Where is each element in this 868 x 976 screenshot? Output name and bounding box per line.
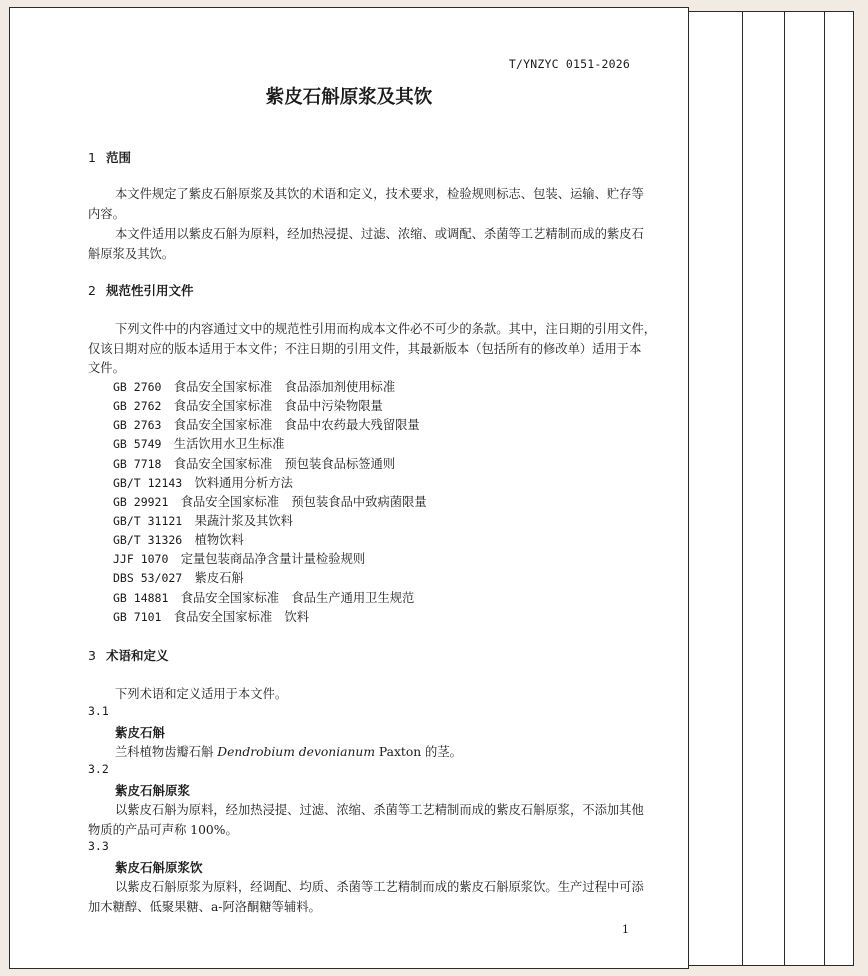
section-heading-references	[88, 281, 194, 299]
reference-name: 果蔬汁浆及其饮料	[194, 514, 293, 528]
term-definition-line-1: 以紫皮石斛原浆为原料，经调配、均质、杀菌等工艺精制而成的紫皮石斛原浆饮。生产过程中可添	[115, 880, 644, 894]
reference-code: GB/T 31326	[113, 533, 183, 547]
reference-item	[113, 588, 414, 606]
section-number: 3	[88, 648, 96, 663]
reference-name: 紫皮石斛	[194, 571, 244, 585]
section-number: 2	[88, 283, 96, 298]
reference-code: GB 2760	[113, 380, 162, 394]
reference-code: GB 29921	[113, 495, 169, 509]
reference-name: 生活饮用水卫生标准	[173, 437, 285, 451]
section-title: 规范性引用文件	[106, 283, 194, 298]
reference-item	[113, 568, 244, 586]
stacked-page-4	[820, 11, 854, 966]
document-title: 紫皮石斛原浆及其饮	[265, 87, 433, 108]
page-number: 1	[622, 923, 629, 936]
reference-name: 食品安全国家标准 食品中污染物限量	[173, 399, 383, 413]
reference-code: GB 2762	[113, 399, 162, 413]
reference-name: 定量包装商品净含量计量检验规则	[180, 552, 366, 566]
reference-code: JJF 1070	[113, 552, 169, 566]
references-intro-line-2: 仅该日期对应的版本适用于本文件；不注日期的引用文件，其最新版本（包括所有的修改单）适用于本	[88, 342, 642, 356]
reference-item	[113, 396, 383, 414]
section-title: 范围	[106, 150, 132, 165]
references-intro-line-1: 下列文件中的内容通过文中的规范性引用而构成本文件必不可少的条款。其中，注日期的引用文件，	[115, 322, 657, 336]
section-heading-terms	[88, 646, 169, 664]
document-number: T/YNZYC 0151-2026	[508, 57, 630, 71]
term-name: 紫皮石斛原浆	[115, 783, 191, 798]
term-name: 紫皮石斛	[115, 725, 166, 740]
reference-name: 食品安全国家标准 食品中农药最大残留限量	[173, 418, 420, 432]
stacked-page-3	[780, 11, 825, 966]
term-definition-line-2: 加木糖醇、低聚果糖、a-阿洛酮糖等辅料。	[88, 900, 321, 914]
term-definition-text: Paxton 的茎。	[374, 745, 462, 759]
scope-paragraph-2-line-2: 斛原浆及其饮。	[88, 247, 175, 261]
reference-code: GB/T 31121	[113, 514, 183, 528]
term-definition-text: 兰科植物齿瓣石斛	[115, 745, 218, 759]
term-number: 3.2	[88, 762, 109, 776]
term-definition-line-1: 以紫皮石斛为原料，经加热浸提、过滤、浓缩、杀菌等工艺精制而成的紫皮石斛原浆，不添加其他	[115, 803, 644, 817]
reference-code: GB 7718	[113, 457, 162, 471]
reference-name: 食品安全国家标准 预包装食品标签通则	[173, 457, 396, 471]
references-intro-line-3: 文件。	[88, 361, 125, 375]
reference-name: 饮料通用分析方法	[194, 476, 293, 490]
stacked-page-2	[738, 11, 785, 966]
reference-code: GB/T 12143	[113, 476, 183, 490]
reference-name: 植物饮料	[194, 533, 244, 547]
section-number: 1	[88, 150, 96, 165]
reference-name: 食品安全国家标准 食品添加剂使用标准	[173, 380, 396, 394]
term-name: 紫皮石斛原浆饮	[115, 860, 203, 875]
latin-name: Dendrobium devonianum	[217, 745, 375, 759]
reference-item	[113, 454, 395, 472]
reference-item	[113, 492, 427, 510]
reference-item	[113, 415, 420, 433]
reference-name: 食品安全国家标准 饮料	[173, 610, 310, 624]
reference-item	[113, 377, 395, 395]
reference-item	[113, 530, 244, 548]
reference-code: GB 7101	[113, 610, 162, 624]
section-heading-scope	[88, 148, 131, 166]
reference-item	[113, 434, 284, 452]
reference-item	[113, 473, 293, 491]
reference-code: GB 2763	[113, 418, 162, 432]
reference-item	[113, 607, 309, 625]
terms-intro: 下列术语和定义适用于本文件。	[115, 687, 288, 701]
reference-name: 食品安全国家标准 预包装食品中致病菌限量	[180, 495, 427, 509]
reference-item	[113, 549, 365, 567]
document-page	[9, 7, 689, 969]
reference-code: DBS 53/027	[113, 571, 183, 585]
term-definition	[115, 742, 462, 760]
term-number: 3.3	[88, 839, 109, 853]
reference-name: 食品安全国家标准 食品生产通用卫生规范	[180, 591, 415, 605]
term-number: 3.1	[88, 704, 109, 718]
reference-item	[113, 511, 293, 529]
stacked-page-1	[686, 11, 743, 966]
term-definition-line-2: 物质的产品可声称 100%。	[88, 823, 238, 837]
scope-paragraph-1-line-2: 内容。	[88, 207, 125, 221]
scope-paragraph-1-line-1: 本文件规定了紫皮石斛原浆及其饮的术语和定义，技术要求，检验规则标志、包装、运输、贮存等	[115, 187, 644, 201]
scope-paragraph-2-line-1: 本文件适用以紫皮石斛为原料，经加热浸提、过滤、浓缩、或调配、杀菌等工艺精制而成的紫皮石	[115, 227, 644, 241]
reference-code: GB 14881	[113, 591, 169, 605]
reference-code: GB 5749	[113, 437, 162, 451]
section-title: 术语和定义	[106, 648, 169, 663]
